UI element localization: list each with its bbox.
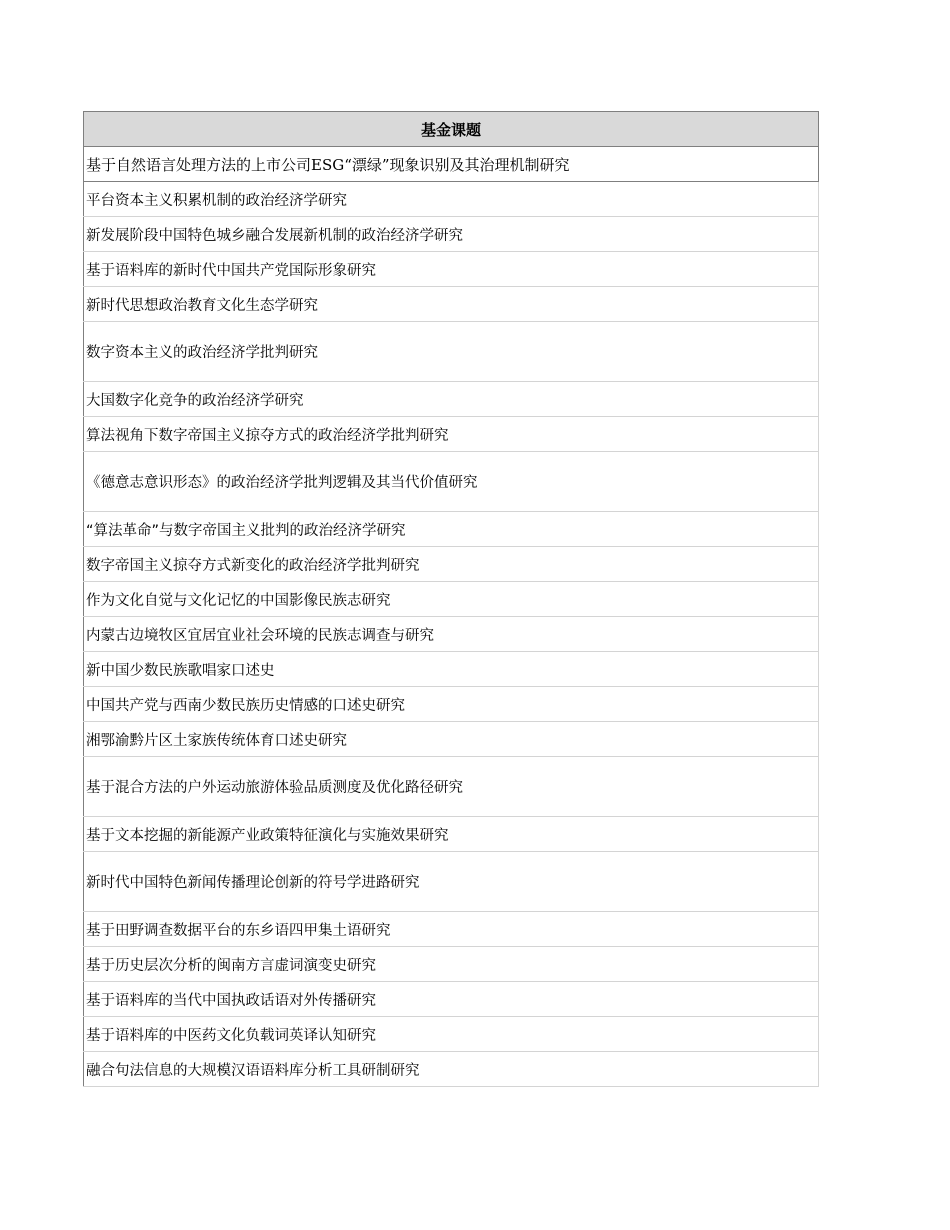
table-row xyxy=(84,382,819,417)
table-row xyxy=(84,147,819,182)
table-row xyxy=(84,182,819,217)
table-cell: 基于语料库的当代中国执政话语对外传播研究 xyxy=(84,982,819,1017)
table-cell: 融合句法信息的大规模汉语语料库分析工具研制研究 xyxy=(84,1052,819,1087)
table-row xyxy=(84,512,819,547)
table-cell: 中国共产党与西南少数民族历史情感的口述史研究 xyxy=(84,687,819,722)
table-cell: 算法视角下数字帝国主义掠夺方式的政治经济学批判研究 xyxy=(84,417,819,452)
table-row xyxy=(84,817,819,852)
table-row xyxy=(84,652,819,687)
table-row xyxy=(84,912,819,947)
table-cell: 湘鄂渝黔片区土家族传统体育口述史研究 xyxy=(84,722,819,757)
table-cell: 数字资本主义的政治经济学批判研究 xyxy=(84,322,819,382)
table-cell: 作为文化自觉与文化记忆的中国影像民族志研究 xyxy=(84,582,819,617)
table-row xyxy=(84,452,819,512)
table-row xyxy=(84,947,819,982)
column-header-fund-topic: 基金课题 xyxy=(84,112,819,147)
table-row xyxy=(84,582,819,617)
table-row xyxy=(84,287,819,322)
table-cell: 基于语料库的新时代中国共产党国际形象研究 xyxy=(84,252,819,287)
table-row xyxy=(84,687,819,722)
table-cell: 基于历史层次分析的闽南方言虚词演变史研究 xyxy=(84,947,819,982)
table-cell: 数字帝国主义掠夺方式新变化的政治经济学批判研究 xyxy=(84,547,819,582)
table-cell: 《德意志意识形态》的政治经济学批判逻辑及其当代价值研究 xyxy=(84,452,819,512)
table-cell: 新发展阶段中国特色城乡融合发展新机制的政治经济学研究 xyxy=(84,217,819,252)
table-row xyxy=(84,982,819,1017)
table-cell: 内蒙古边境牧区宜居宜业社会环境的民族志调查与研究 xyxy=(84,617,819,652)
table-cell: 基于语料库的中医药文化负载词英译认知研究 xyxy=(84,1017,819,1052)
table-cell: 新中国少数民族歌唱家口述史 xyxy=(84,652,819,687)
table-row xyxy=(84,1052,819,1087)
table-cell: 平台资本主义积累机制的政治经济学研究 xyxy=(84,182,819,217)
table-row xyxy=(84,757,819,817)
table-row xyxy=(84,722,819,757)
table-row xyxy=(84,852,819,912)
table-row xyxy=(84,1017,819,1052)
fund-topics-table xyxy=(83,111,819,1087)
table-row xyxy=(84,217,819,252)
table-cell: 基于自然语言处理方法的上市公司ESG“漂绿”现象识别及其治理机制研究 xyxy=(84,147,819,182)
table-cell: 新时代中国特色新闻传播理论创新的符号学进路研究 xyxy=(84,852,819,912)
table-row xyxy=(84,547,819,582)
table-row xyxy=(84,252,819,287)
table-row xyxy=(84,417,819,452)
table-cell: 基于文本挖掘的新能源产业政策特征演化与实施效果研究 xyxy=(84,817,819,852)
table-cell: 基于田野调查数据平台的东乡语四甲集土语研究 xyxy=(84,912,819,947)
table-cell: 大国数字化竞争的政治经济学研究 xyxy=(84,382,819,417)
table-cell: “算法革命”与数字帝国主义批判的政治经济学研究 xyxy=(84,512,819,547)
table-row xyxy=(84,322,819,382)
table-cell: 基于混合方法的户外运动旅游体验品质测度及优化路径研究 xyxy=(84,757,819,817)
table-row xyxy=(84,617,819,652)
table-header-row xyxy=(84,112,819,147)
table-cell: 新时代思想政治教育文化生态学研究 xyxy=(84,287,819,322)
